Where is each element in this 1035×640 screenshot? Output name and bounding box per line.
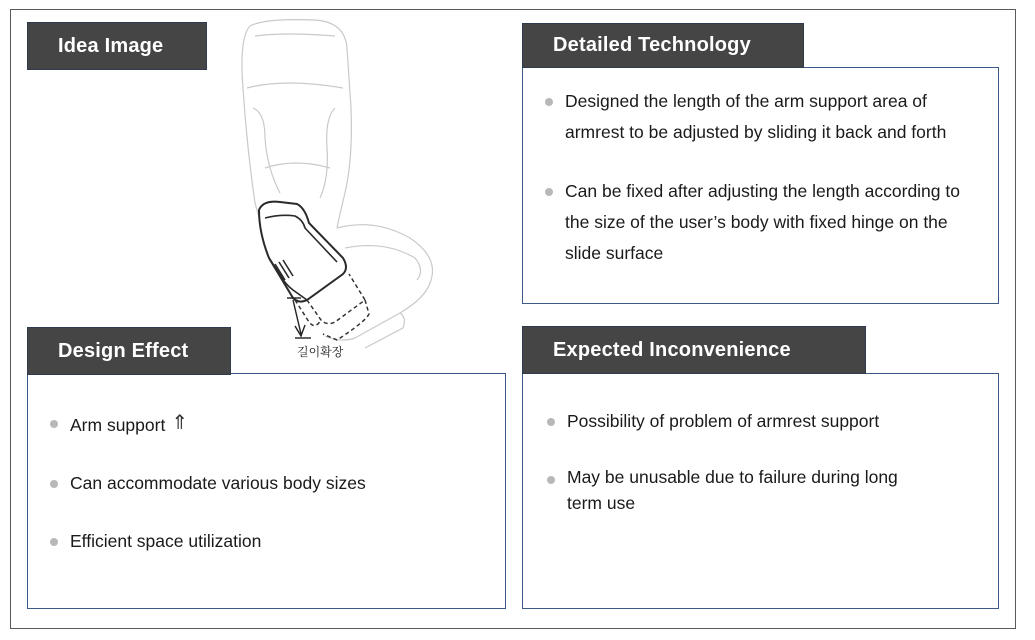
list-item: Possibility of problem of armrest support	[547, 406, 907, 437]
list-item	[50, 408, 480, 441]
detailed-technology-box	[522, 67, 999, 304]
design-effect-list	[50, 408, 480, 557]
expected-inconvenience-list	[547, 406, 907, 516]
expected-inconvenience-title: Expected Inconvenience	[553, 338, 791, 361]
armrest-seat-sketch	[225, 18, 445, 373]
double-up-arrow-icon: ⇑	[171, 412, 189, 434]
list-item: Designed the length of the arm support area of armrest to be adjusted by sliding it back and forth	[545, 86, 975, 148]
idea-image-tab	[27, 22, 207, 70]
list-item: May be unusable due to failure during long term use	[547, 464, 907, 516]
list-item: Can be fixed after adjusting the length according to the size of the user’s body with fixed hinge on the slide surface	[545, 176, 975, 269]
idea-image-title: Idea Image	[58, 34, 164, 57]
expected-inconvenience-tab	[522, 326, 866, 374]
design-effect-title: Design Effect	[58, 339, 189, 362]
list-item: Efficient space utilization	[50, 526, 480, 557]
design-effect-box	[27, 373, 506, 609]
detailed-technology-list	[545, 86, 975, 269]
sketch-caption: 길이확장	[297, 345, 344, 359]
detailed-technology-title: Detailed Technology	[553, 34, 751, 56]
arm-support-label: Arm support	[70, 415, 166, 435]
detailed-technology-tab	[522, 23, 804, 68]
expected-inconvenience-box	[522, 373, 999, 609]
design-effect-tab	[27, 327, 231, 375]
list-item: Can accommodate various body sizes	[50, 468, 480, 499]
